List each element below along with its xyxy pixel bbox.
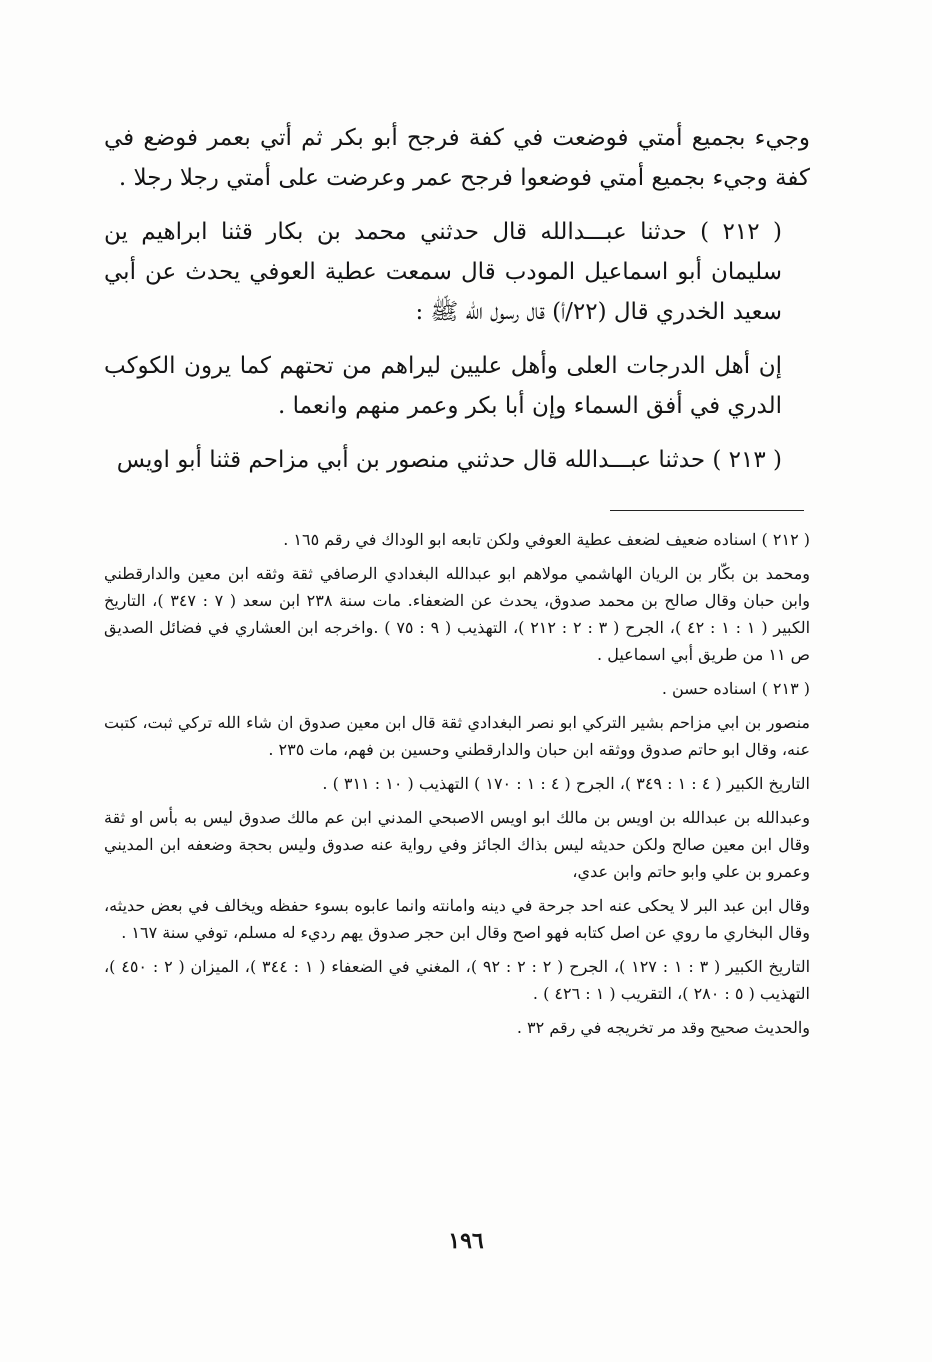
footnote-213-body-5: التاريخ الكبير ( ٣ : ١ : ١٢٧ )، الجرح ( ٢ : ٢ : ٩٢ )، المغني في الضعفاء ( ١ : ٣٤٤ )، الميزان ( ٢ : ٤٥٠ )، التهذيب ( ٥ : ٢٨٠ )، التقريب ( ١ : ٤٢٦ ) . <box>104 957 811 1003</box>
footnote-213-body-3: وعبدالله بن عبدالله بن اويس بن مالك ابو اويس الاصبحي المدني ابن عم مالك صدوق ليس به بأس او ثقة وقال ابن معين صالح ولكن حديثه ليس بذاك الجائز وفي رواية عنه صدوق وليس بحجة وضعفه ابن المديني وعمرو بن علي وابو حاتم وابن عدي، <box>104 808 810 881</box>
footnote-213-body-6: والحديث صحيح وقد مر تخريجه في رقم ٣٢ . <box>516 1018 810 1037</box>
hadith-212-text: إن أهل الدرجات العلى وأهل عليين ليراهم من تحتهم كما يرون الكوكب الدري في أفق السماء وإن أبا بكر وعمر منهم وانعما . <box>104 353 782 419</box>
footnote-213-body-2: التاريخ الكبير ( ٤ : ١ : ٣٤٩ )، الجرح ( ٤ : ١ : ١٧٠ ) التهذيب ( ١٠ : ٣١١ ) . <box>322 774 810 793</box>
footnote-213-body-4: وقال ابن عبد البر لا يحكى عنه احد جرحة في دينه وامانته وانما عابوه بسوء حفظه ويخالف في بعض حديثه، وقال البخاري ما روي عن اصل كتابه فهو اصح وقال ابن حجر صدوق يهم رديء له مسلم، توفي سنة ١٦٧ . <box>104 896 810 942</box>
footnote-212-body: ومحمد بن بكّار بن الريان الهاشمي مولاهم ابو عبدالله البغدادي الرصافي ثقة وثقه ابن معين والدارقطني وابن حبان وقال صالح بن محمد صدوق، يحدث عن الضعفاء. مات سنة ٢٣٨ ابن سعد ( ٧ : ٣٤٧ )، التاريخ الكبير ( ١ : ١ : ٤٢ )، الجرح ( ٣ : ٢ : ٢١٢ )، التهذيب ( ٩ : ٧٥ ) .واخرجه ابن العشاري في فضائل الصديق ص ١١ من طريق أبي اسماعيل . <box>104 564 811 664</box>
footnote-213-heading: ( ٢١٣ ) اسناده حسن . <box>661 679 810 698</box>
footnote-divider <box>610 510 804 511</box>
hadith-213-chain: ( ٢١٣ ) حدثنا عبـــدالله قال حدثني منصور بن أبي مزاحم قثنا أبو اويس <box>116 447 782 473</box>
hadith-212-chain: ( ٢١٢ ) حدثنا عبـــدالله قال حدثني محمد بن بكار قثنا ابراهيم ين سليمان أبو اسماعيل المودب قال سمعت عطية العوفي يحدث عن أبي سعيد الخدري قال (٢٢/أ) قال رسول الله ﷺ : <box>104 219 782 325</box>
footnote-213-body-1: منصور بن ابي مزاحم بشير التركي ابو نصر البغدادي ثقة قال ابن معين صدوق ان شاء الله تركي ثبت، كتبت عنه، وقال ابو حاتم صدوق ووثقه ابن حبان والدارقطني وحسين بن فهم، مات ٢٣٥ . <box>104 713 810 759</box>
page-number: ١٩٦ <box>448 1228 484 1254</box>
main-text <box>104 118 810 480</box>
footnote-212-heading: ( ٢١٢ ) اسناده ضعيف لضعف عطية العوفي ولكن تابعه ابو الوداك في رقم ١٦٥ . <box>283 530 810 549</box>
footnotes <box>104 526 810 1048</box>
main-paragraph: وجيء بجميع أمتي فوضعت في كفة فرجح أبو بكر ثم أتي بعمر فوضع في كفة وجيء بجميع أمتي فوضعوا فرجح عمر وعرضت على أمتي رجلا رجلا . <box>104 125 810 191</box>
